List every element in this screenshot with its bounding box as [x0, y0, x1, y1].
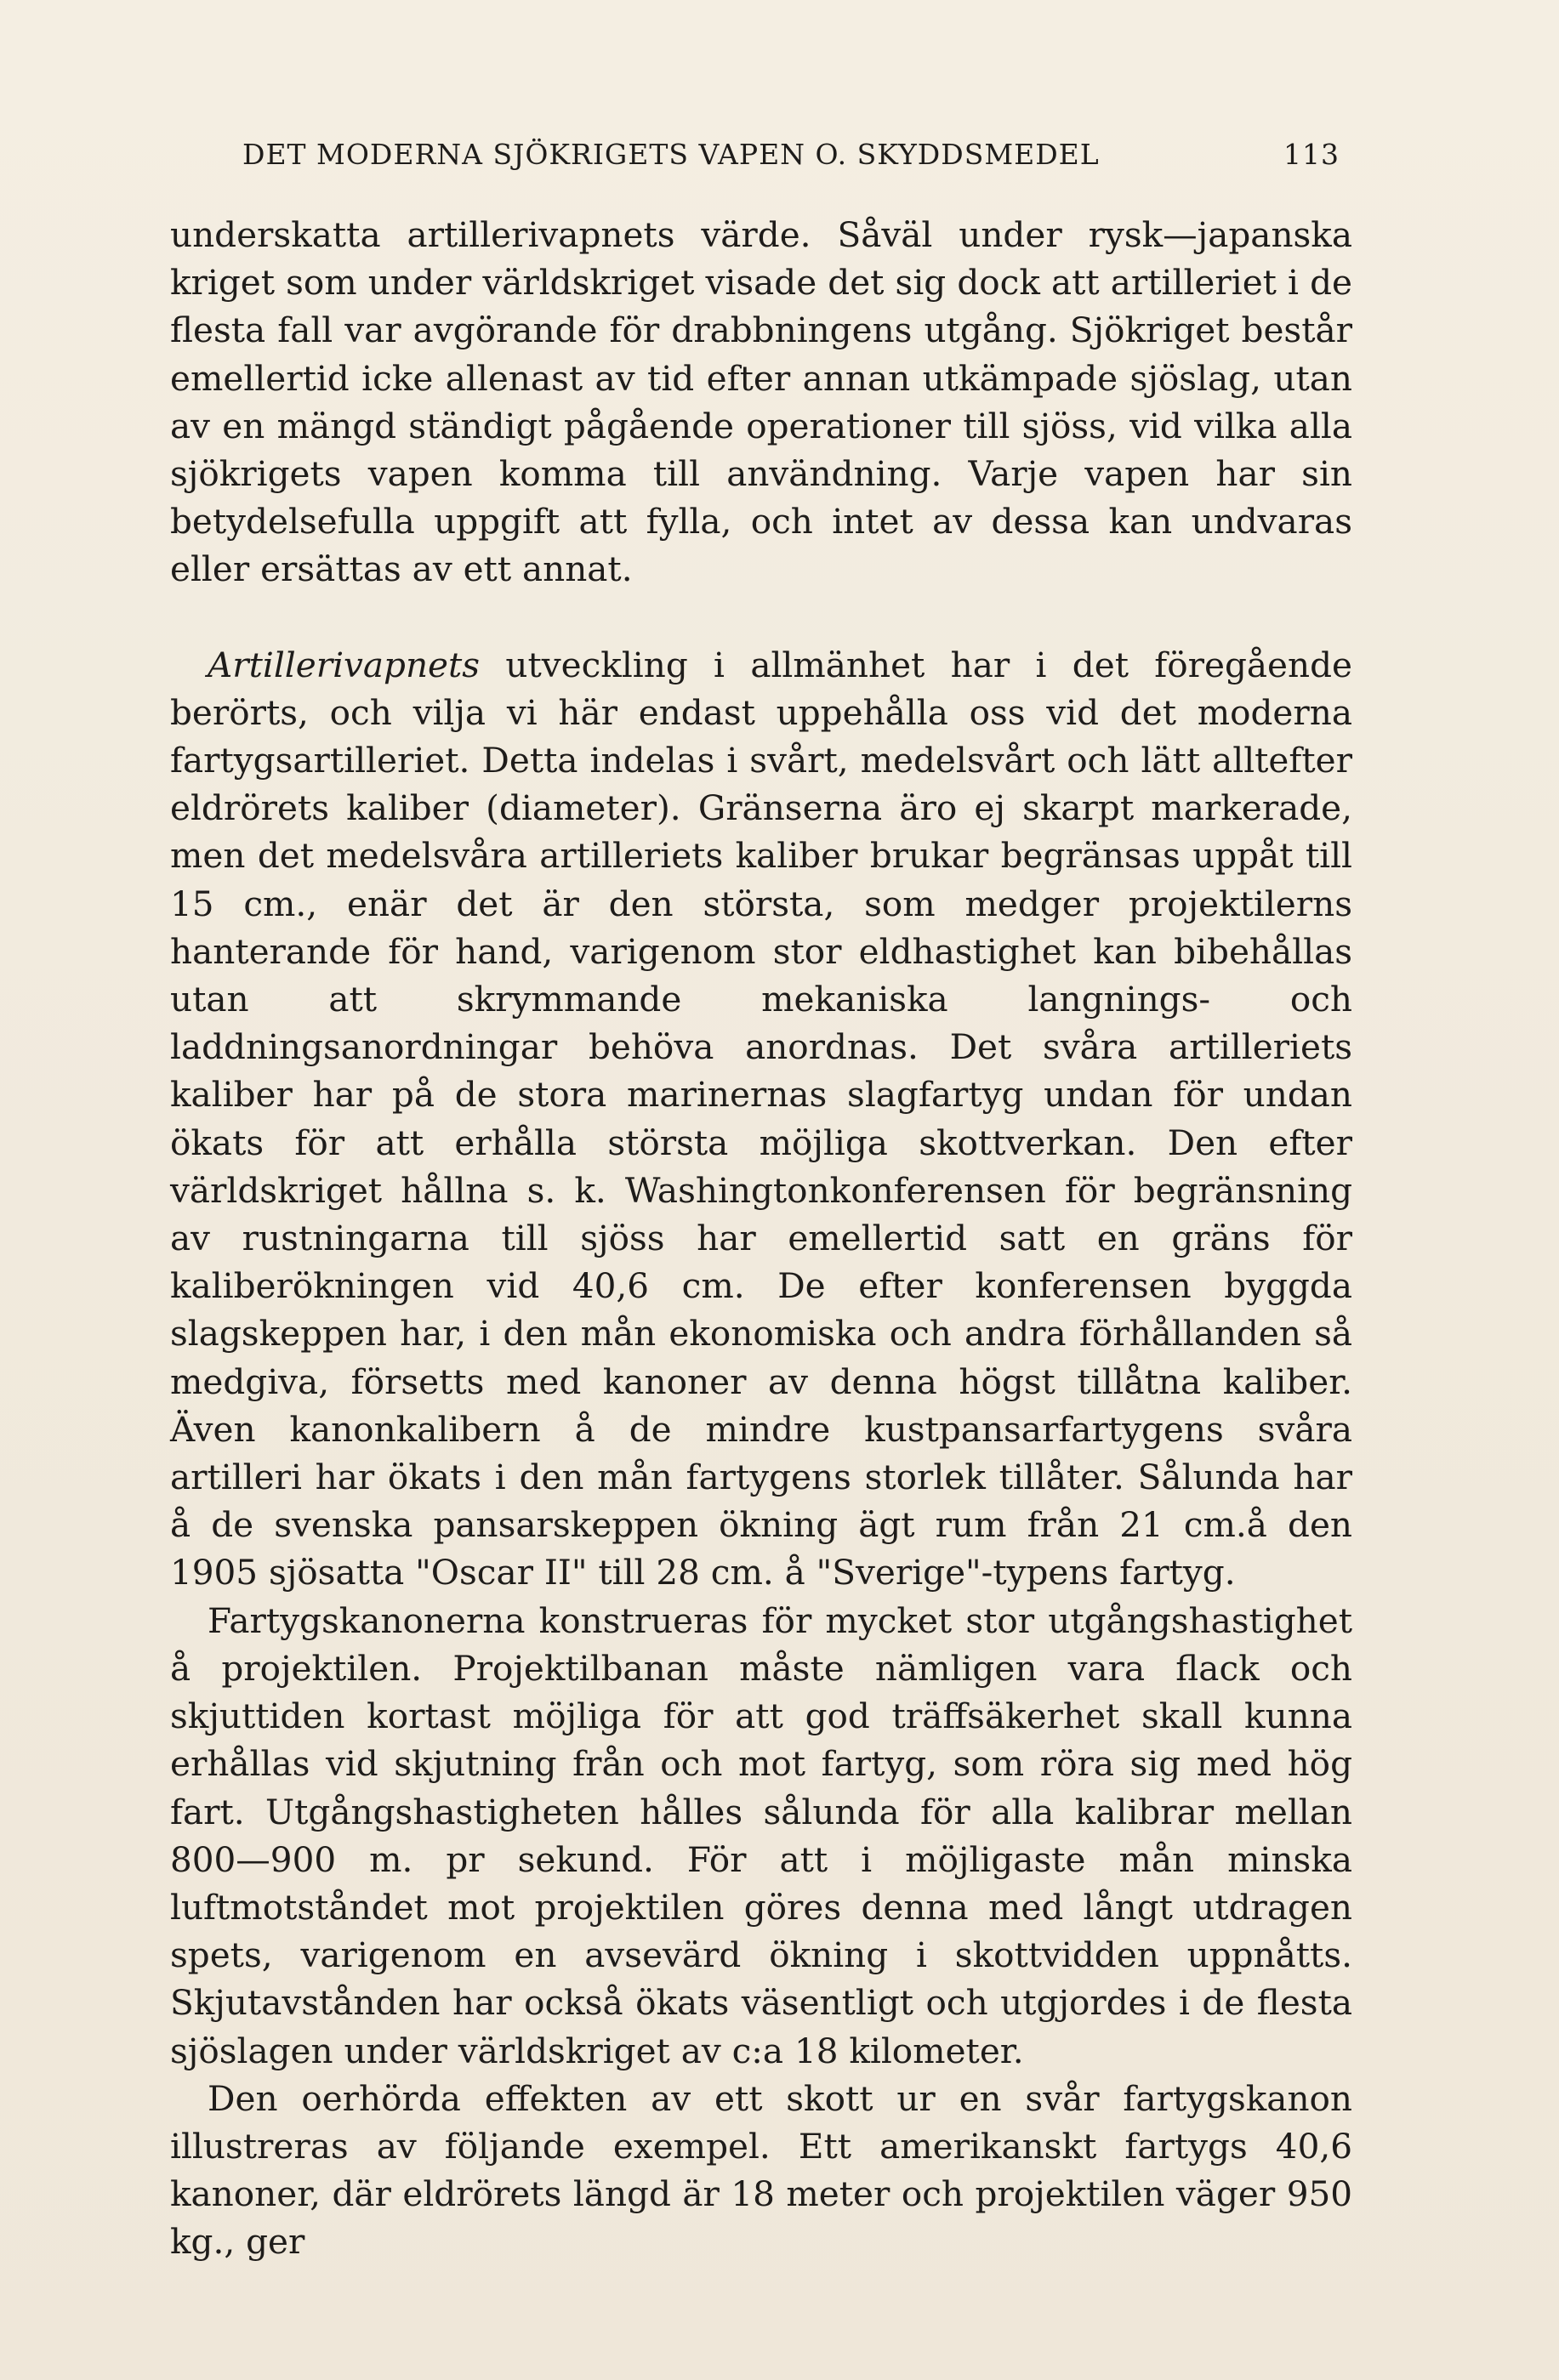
paragraph-4-text: Den oerhörda effekten av ett skott ur en svår fartygskanon illustreras av följande exempel. Ett amerikanskt fartygs 40,6 kanoner, där eldrörets längd är 18 meter och projektilen väger 950 kg., ger — [170, 2077, 1352, 2263]
paragraph-3-text: Fartygskanonerna konstrueras för mycket stor utgångshastighet å projektilen. Projektilbanan måste nämligen vara flack och skjuttiden kortast möjliga för att god träffsäkerhet skall kunna erhållas vid skjutning från och mot fartyg, som röra sig med hög fart. Utgångshastigheten hålles sålunda för alla kalibrar mellan 800—900 m. pr sekund. För att i möjligaste mån minska luftmotståndet mot projektilen göres denna med långt utdragen spets, varigenom en avsevärd ökning i skottvidden uppnåtts. Skjutavstånden har också ökats väsentligt och utgjordes i de flesta sjöslagen under världskriget av c:a 18 kilometer. — [170, 1599, 1352, 2071]
paragraph-1-text: underskatta artillerivapnets värde. Såväl under rysk—japanska kriget som under världskriget visade det sig dock att artilleriet i de flesta fall var avgörande för drabbningens utgång. Sjökriget består emellertid icke allenast av tid efter annan utkämpade sjöslag, utan av en mängd ständigt pågående operationer till sjöss, vid vilka alla sjökrigets vapen komma till användning. Varje vapen har sin betydelsefulla uppgift att fylla, och intet av dessa kan undvaras eller ersättas av ett annat. — [170, 214, 1352, 590]
paragraph-2 — [170, 641, 1352, 1597]
paragraph-2-lead: Artillerivapnets — [208, 644, 481, 685]
body-text — [170, 211, 1352, 2266]
paragraph-3 — [170, 1597, 1352, 2075]
running-title: DET MODERNA SJÖKRIGETS VAPEN O. SKYDDSMEDEL — [242, 138, 1100, 171]
running-header — [242, 138, 1340, 182]
paragraph-4 — [170, 2075, 1352, 2266]
paragraph-2-text: utveckling i allmänhet har i det föregående berörts, och vilja vi här endast uppehålla oss vid det moderna fartygsartilleriet. Detta indelas i svårt, medelsvårt och lätt alltefter eldrörets kaliber (diameter). Gränserna äro ej skarpt markerade, men det medelsvåra artilleriets kaliber brukar begränsas uppåt till 15 cm., enär det är den största, som medger projektilerns hanterande för hand, varigenom stor eldhastighet kan bibehållas utan att skrymmande mekaniska langnings- och laddningsanordningar behöva anordnas. Det svåra artilleriets kaliber har på de stora marinernas slagfartyg undan för undan ökats för att erhålla största möjliga skottverkan. Den efter världskriget hållna s. k. Washingtonkonferensen för begränsning av rustningarna till sjöss har emellertid satt en gräns för kaliberökningen vid 40,6 cm. De efter konferensen byggda slagskeppen har, i den mån ekonomiska och andra förhållanden så medgiva, försetts med kanoner av denna högst tillåtna kaliber. Även kanonkalibern å de mindre kustpansarfartygens svåra artilleri har ökats i den mån fartygens storlek tillåter. Sålunda har å de svenska pansarskeppen ökning ägt rum från 21 cm.å den 1905 sjösatta "Oscar II" till 28 cm. å "Sverige"-typens fartyg. — [170, 644, 1352, 1593]
paragraph-1 — [170, 211, 1352, 594]
page-number: 113 — [1283, 138, 1340, 171]
